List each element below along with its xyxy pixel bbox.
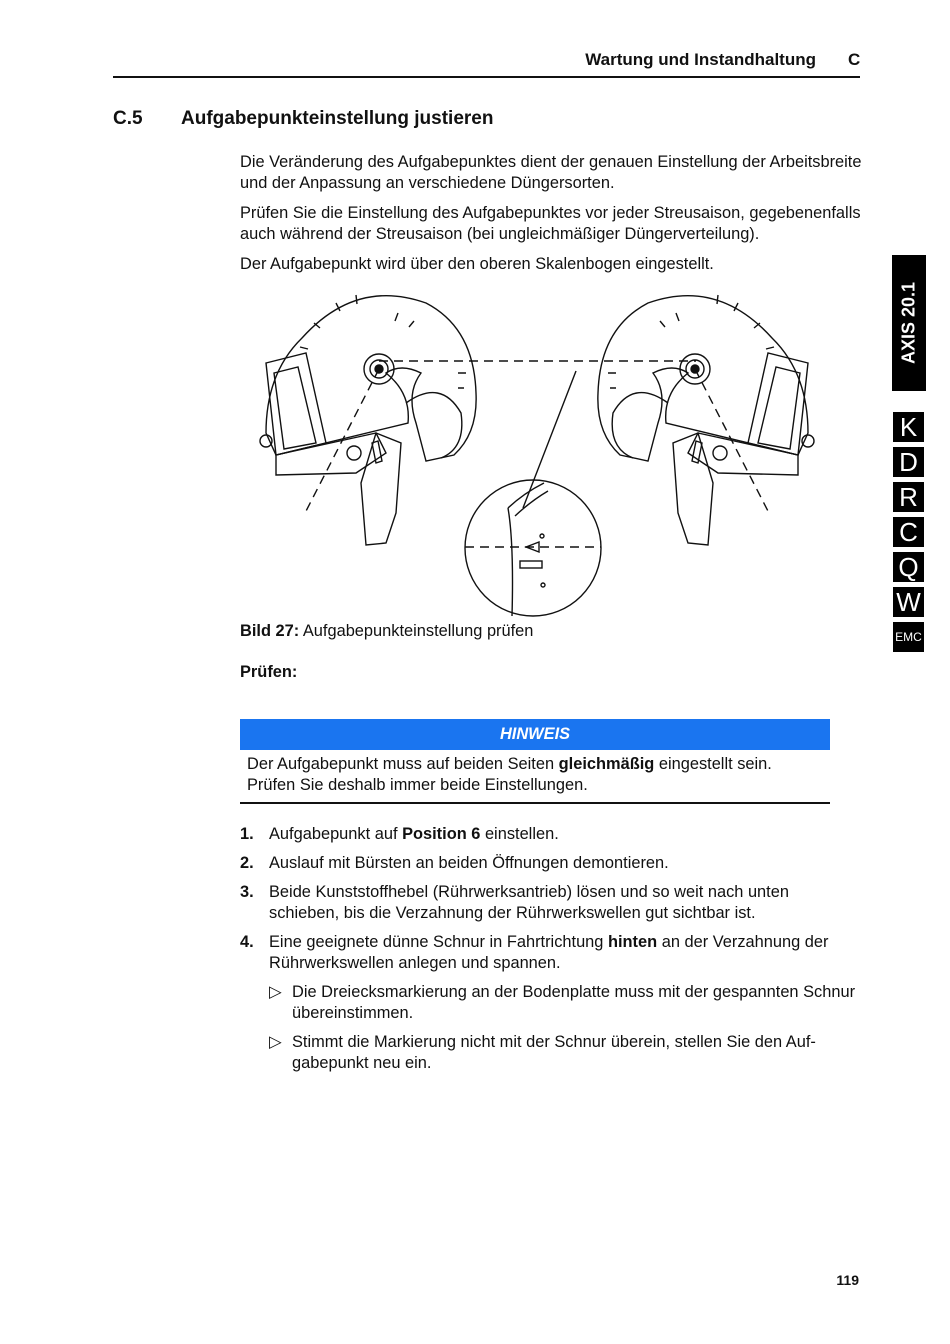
subheading-pruefen: Prüfen: [240,663,298,681]
section-title: Aufgabepunkteinstellung justieren [181,108,494,129]
intro-paragraph-3: Der Aufgabepunkt wird über den oberen Skalenbogen eingestellt. [240,255,714,273]
side-tab-letter-q: Q [893,552,924,582]
step-item: 2. Auslauf mit Bürsten an beiden Öffnungen demontieren. [240,854,669,872]
step-item: 3. Beide Kunststoffhebel (Rührwerksantrieb) lösen und so weit nach unten schieben, bis die Verzahnung der Rührwerkswellen gut sichtbar ist. [240,883,789,922]
section-number: C.5 [113,108,143,129]
figure-caption [240,622,533,641]
figure-caption-text: Aufgabepunkteinstellung prüfen [302,622,534,640]
running-header-chapter: C [848,50,861,69]
result-item: ▷ Die Dreiecksmarkierung an der Bodenplatte muss mit der gespannten Schnur übereinstimmen. [269,983,856,1022]
side-tab-letter-c: C [893,517,924,547]
side-tab-letter-w: W [893,587,924,617]
result-triangle-icon: ▷ [269,983,282,1001]
side-tab-letter-r: R [893,482,924,512]
intro-paragraph-2: Prüfen Sie die Einstellung des Aufgabepunktes vor jeder Streusaison, gegebenenfalls auch während der Streusaison (bei ungleichmäßiger Düngerverteilung). [240,204,861,243]
step-item: 1. Aufgabepunkt auf Position 6 einstellen. [240,825,559,843]
detail-magnifier [465,480,601,616]
header-rule [113,76,860,78]
side-tab-model: AXIS 20.1 [892,255,926,391]
side-tab-letter-d: D [893,447,924,477]
page-number: 119 [836,1272,859,1288]
intro-paragraph-1: Die Veränderung des Aufgabepunktes dient der genauen Einstellung der Arbeitsbreite und der Anpassung an verschiedene Düngersorten. [240,153,862,192]
side-tab-letter-emc: EMC [893,622,924,652]
result-item: ▷ Stimmt die Markierung nicht mit der Schnur überein, stellen Sie den Aufgabepunkt neu ein. [269,1033,816,1072]
side-tab-letter-k: K [893,412,924,442]
left-disc-drawing [260,295,476,545]
notice-text: Der Aufgabepunkt muss auf beiden Seiten gleichmäßig eingestellt sein. Prüfen Sie deshalb immer beide Einstellungen. [247,755,772,794]
notice-title: HINWEIS [240,719,830,750]
result-triangle-icon: ▷ [269,1033,282,1051]
running-header-title: Wartung und Instandhaltung [585,50,816,69]
notice-bottom-rule [240,802,830,804]
step-item: 4. Eine geeignete dünne Schnur in Fahrtrichtung hinten an der Verzahnung der Rührwerkswellen anlegen und spannen. [240,933,829,972]
figure-caption-label: Bild 27: [240,622,300,640]
right-disc-drawing [598,295,814,545]
procedure-steps [240,824,862,1082]
figure-drop-point-drawing [236,283,836,623]
detail-leader-line [523,371,576,508]
